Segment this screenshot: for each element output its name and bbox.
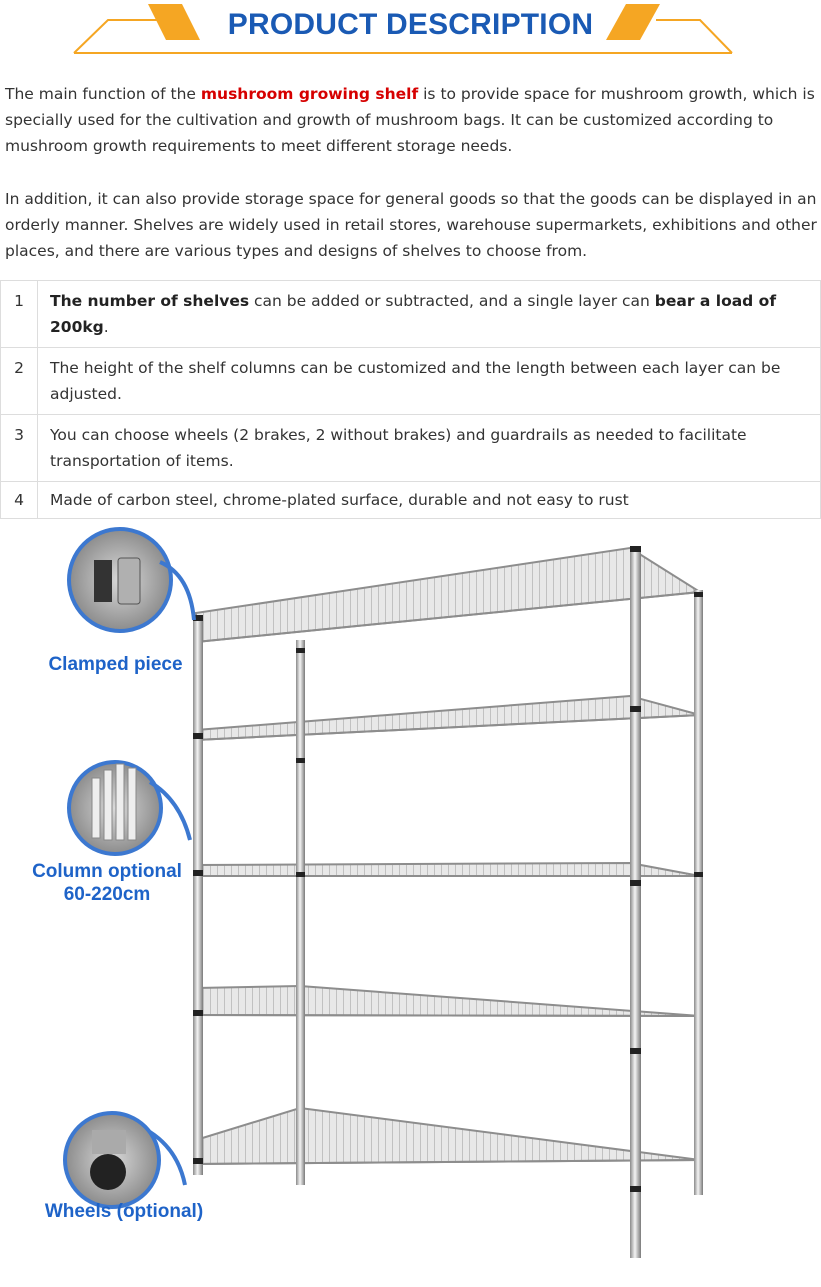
section-banner xyxy=(0,0,821,62)
description-paragraph-2: In addition, it can also provide storage space for general goods so that the goods can be displayed in an orderly manner. Shelves are widely used in retail stores, warehouse supermarkets, exhibitions and other places, and there are various types and designs of shelves to choose from. xyxy=(5,190,817,260)
plain-text: can be added or subtracted, and a single layer can xyxy=(249,292,655,310)
page-title: PRODUCT DESCRIPTION xyxy=(227,8,594,41)
row-text: Made of carbon steel, chrome-plated surface, durable and not easy to rust xyxy=(38,482,821,519)
row-number: 3 xyxy=(1,415,38,482)
column-label-line: Column optional xyxy=(32,861,182,882)
paragraph-text: The main function of the xyxy=(5,85,201,103)
row-text xyxy=(38,281,821,348)
row-number: 4 xyxy=(1,482,38,519)
row-number: 1 xyxy=(1,281,38,348)
table-row xyxy=(1,281,821,348)
table-row xyxy=(1,482,821,519)
row-number: 2 xyxy=(1,348,38,415)
plain-text: . xyxy=(103,318,109,336)
description-paragraph-1 xyxy=(5,81,817,159)
table-row xyxy=(1,348,821,415)
features-table xyxy=(0,280,821,519)
bold-text: The number of shelves xyxy=(50,292,250,310)
table-row xyxy=(1,415,821,482)
paragraph-text: is to provide space for mushroom growth, which is specially used for the cultivation and growth of mushroom bags. It can be customized according to mushroom growth requirements to meet different storage needs. xyxy=(5,85,815,155)
wheels-optional-label: Wheels (optional) xyxy=(44,1201,204,1222)
bold-text: bear a load of 200kg xyxy=(50,292,777,336)
clamped-piece-label: Clamped piece xyxy=(48,654,183,675)
product-image xyxy=(0,520,821,1287)
row-text: The height of the shelf columns can be customized and the length between each layer can be adjusted. xyxy=(38,348,821,415)
row-text: You can choose wheels (2 brakes, 2 without brakes) and guardrails as needed to facilitate transportation of items. xyxy=(38,415,821,482)
column-optional-label xyxy=(22,860,192,906)
column-height-range: 60-220cm xyxy=(63,884,151,905)
shelf-layers xyxy=(196,548,700,1164)
keyword-link[interactable]: mushroom growing shelf xyxy=(200,85,419,103)
